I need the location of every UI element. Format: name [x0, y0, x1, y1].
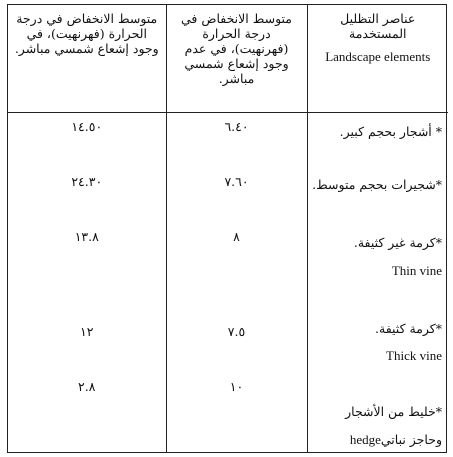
value-sun-1: ٢٤.٣٠: [71, 173, 103, 189]
value-no-sun-0: ٦.٤٠: [224, 118, 249, 134]
element-mix-en: hedge: [349, 431, 381, 447]
shading-table: [8, 5, 448, 452]
header-with-sun: متوسط الانخفاض في درجة الحرارة (فهرنهيت)، في وجود إشعاع شمسي مباشر.: [8, 5, 166, 112]
element-mix-ar-2: وحاجز نباتي: [380, 431, 442, 447]
with-sun-column: [8, 112, 166, 452]
element-thick-vine-ar: *كرمة كثيفة.: [375, 320, 442, 336]
value-no-sun-3: ٧.٥: [227, 323, 246, 339]
value-no-sun-1: ٧.٦٠: [224, 173, 249, 189]
element-mix-ar: *خليط من الأشجار: [345, 403, 442, 419]
value-sun-3: ١٢: [80, 323, 94, 339]
element-mix-line2: [312, 431, 443, 449]
element-medium-shrubs: *شجيرات بحجم متوسط.: [312, 176, 442, 192]
element-thin-vine-ar: *كرمة غير كثيفة.: [353, 234, 442, 250]
header-elements: [307, 5, 448, 112]
header-elements-ar: عناصر التظليل المستخدمة: [340, 11, 416, 41]
value-no-sun-4: ١٠: [229, 378, 244, 394]
value-sun-0: ١٤.٥٠: [71, 118, 103, 134]
data-table: [7, 4, 447, 453]
header-row: [8, 5, 448, 112]
element-thin-vine-en: Thin vine: [391, 262, 442, 278]
element-large-trees: * أشجار بحجم كبير.: [339, 123, 442, 139]
elements-column: [307, 112, 448, 452]
no-sun-column: [166, 112, 307, 452]
element-thick-vine-en: Thick vine: [386, 347, 442, 363]
header-elements-en: Landscape elements: [325, 49, 431, 64]
value-sun-4: ٢.٨: [78, 378, 96, 394]
value-sun-2: ١٣.٨: [74, 228, 99, 244]
body-row: [8, 112, 448, 452]
value-no-sun-2: ٨: [233, 228, 240, 244]
header-no-sun: متوسط الانخفاض في درجة الحرارة (فهرنهيت)، في عدم وجود إشعاع شمسي مباشر.: [166, 5, 307, 112]
